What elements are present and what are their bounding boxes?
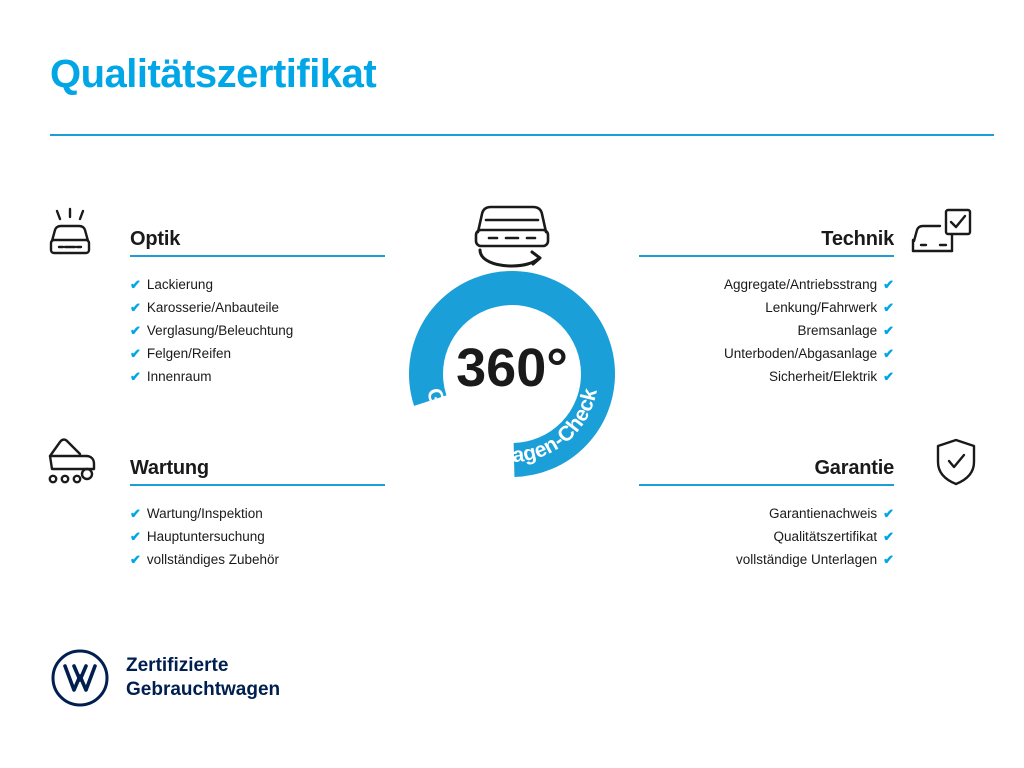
- list-item-label: vollständiges Zubehör: [146, 552, 279, 567]
- section-divider: [639, 255, 894, 257]
- section-header: [639, 205, 984, 267]
- list-item-label: Karosserie/Anbauteile: [146, 300, 279, 315]
- section-item-list: [639, 273, 984, 388]
- check-icon: ✔: [883, 529, 894, 544]
- left-column: [40, 205, 385, 571]
- section-technik: [639, 205, 984, 388]
- list-item-label: Lackierung: [146, 277, 213, 292]
- section-item-list: [639, 502, 984, 571]
- list-item-label: Bremsanlage: [797, 323, 878, 338]
- list-item: [40, 365, 385, 388]
- check-icon: ✔: [883, 369, 894, 384]
- check-icon: ✔: [883, 277, 894, 292]
- section-title: Wartung: [130, 457, 209, 479]
- section-divider: [639, 484, 894, 486]
- page-title: Qualitätszertifikat: [50, 52, 377, 96]
- car-lift-icon: [46, 436, 120, 488]
- list-item: [40, 525, 385, 548]
- footer-text: [126, 654, 280, 702]
- list-item: [639, 342, 984, 365]
- section-title: Optik: [130, 228, 181, 250]
- list-item-label: Qualitätszertifikat: [773, 529, 878, 544]
- section-wartung: [40, 434, 385, 571]
- check-icon: ✔: [130, 552, 141, 567]
- footer-line-2: Gebrauchtwagen: [126, 679, 281, 700]
- list-item-label: Hauptuntersuchung: [146, 529, 265, 544]
- shield-check-icon: [904, 436, 978, 488]
- list-item: [40, 319, 385, 342]
- list-item-label: Innenraum: [146, 369, 212, 384]
- check-icon: ✔: [130, 323, 141, 338]
- list-item: [639, 365, 984, 388]
- list-item-label: Lenkung/Fahrwerk: [765, 300, 878, 315]
- section-header: [40, 205, 385, 267]
- list-item: [639, 525, 984, 548]
- vw-logo: [50, 648, 110, 708]
- check-icon: ✔: [130, 506, 141, 521]
- list-item: [639, 548, 984, 571]
- section-garantie: [639, 434, 984, 571]
- check-icon: ✔: [883, 506, 894, 521]
- section-title: Technik: [821, 228, 894, 250]
- list-item: [639, 502, 984, 525]
- section-header: [639, 434, 984, 496]
- section-item-list: [40, 502, 385, 571]
- title-divider: [50, 134, 994, 136]
- check-icon: ✔: [130, 300, 141, 315]
- 360-ring: [382, 256, 642, 486]
- list-item-label: Felgen/Reifen: [146, 346, 231, 361]
- check-icon: ✔: [130, 277, 141, 292]
- right-column: [639, 205, 984, 571]
- section-item-list: [40, 273, 385, 388]
- list-item-label: Verglasung/Beleuchtung: [146, 323, 294, 338]
- list-item: [40, 548, 385, 571]
- check-icon: ✔: [883, 552, 894, 567]
- list-item: [639, 296, 984, 319]
- section-divider: [130, 255, 385, 257]
- check-icon: ✔: [130, 529, 141, 544]
- list-item: [639, 273, 984, 296]
- list-item: [639, 319, 984, 342]
- check-icon: ✔: [883, 323, 894, 338]
- check-icon: ✔: [130, 346, 141, 361]
- badge-degrees: 360°: [456, 338, 568, 398]
- list-item-label: Wartung/Inspektion: [146, 506, 263, 521]
- section-divider: [130, 484, 385, 486]
- car-check-icon: [904, 207, 978, 259]
- list-item: [40, 273, 385, 296]
- footer-line-1: Zertifizierte: [126, 655, 229, 676]
- list-item-label: Aggregate/Antriebsstrang: [723, 277, 878, 292]
- list-item-label: Sicherheit/Elektrik: [769, 369, 878, 384]
- center-badge: [372, 196, 652, 496]
- car-wash-icon: [46, 207, 120, 259]
- list-item-label: vollständige Unterlagen: [736, 552, 878, 567]
- list-item-label: Garantienachweis: [769, 506, 878, 521]
- check-icon: ✔: [883, 346, 894, 361]
- list-item: [40, 296, 385, 319]
- svg-text:Gebrauchtwagen-Check: Gebrauchtwagen-Check: [422, 385, 602, 468]
- check-icon: ✔: [883, 300, 894, 315]
- check-icon: ✔: [130, 369, 141, 384]
- list-item-label: Unterboden/Abgasanlage: [723, 346, 878, 361]
- list-item: [40, 502, 385, 525]
- footer-brand: [50, 648, 280, 708]
- section-title: Garantie: [814, 457, 894, 479]
- list-item: [40, 342, 385, 365]
- section-optik: [40, 205, 385, 388]
- section-header: [40, 434, 385, 496]
